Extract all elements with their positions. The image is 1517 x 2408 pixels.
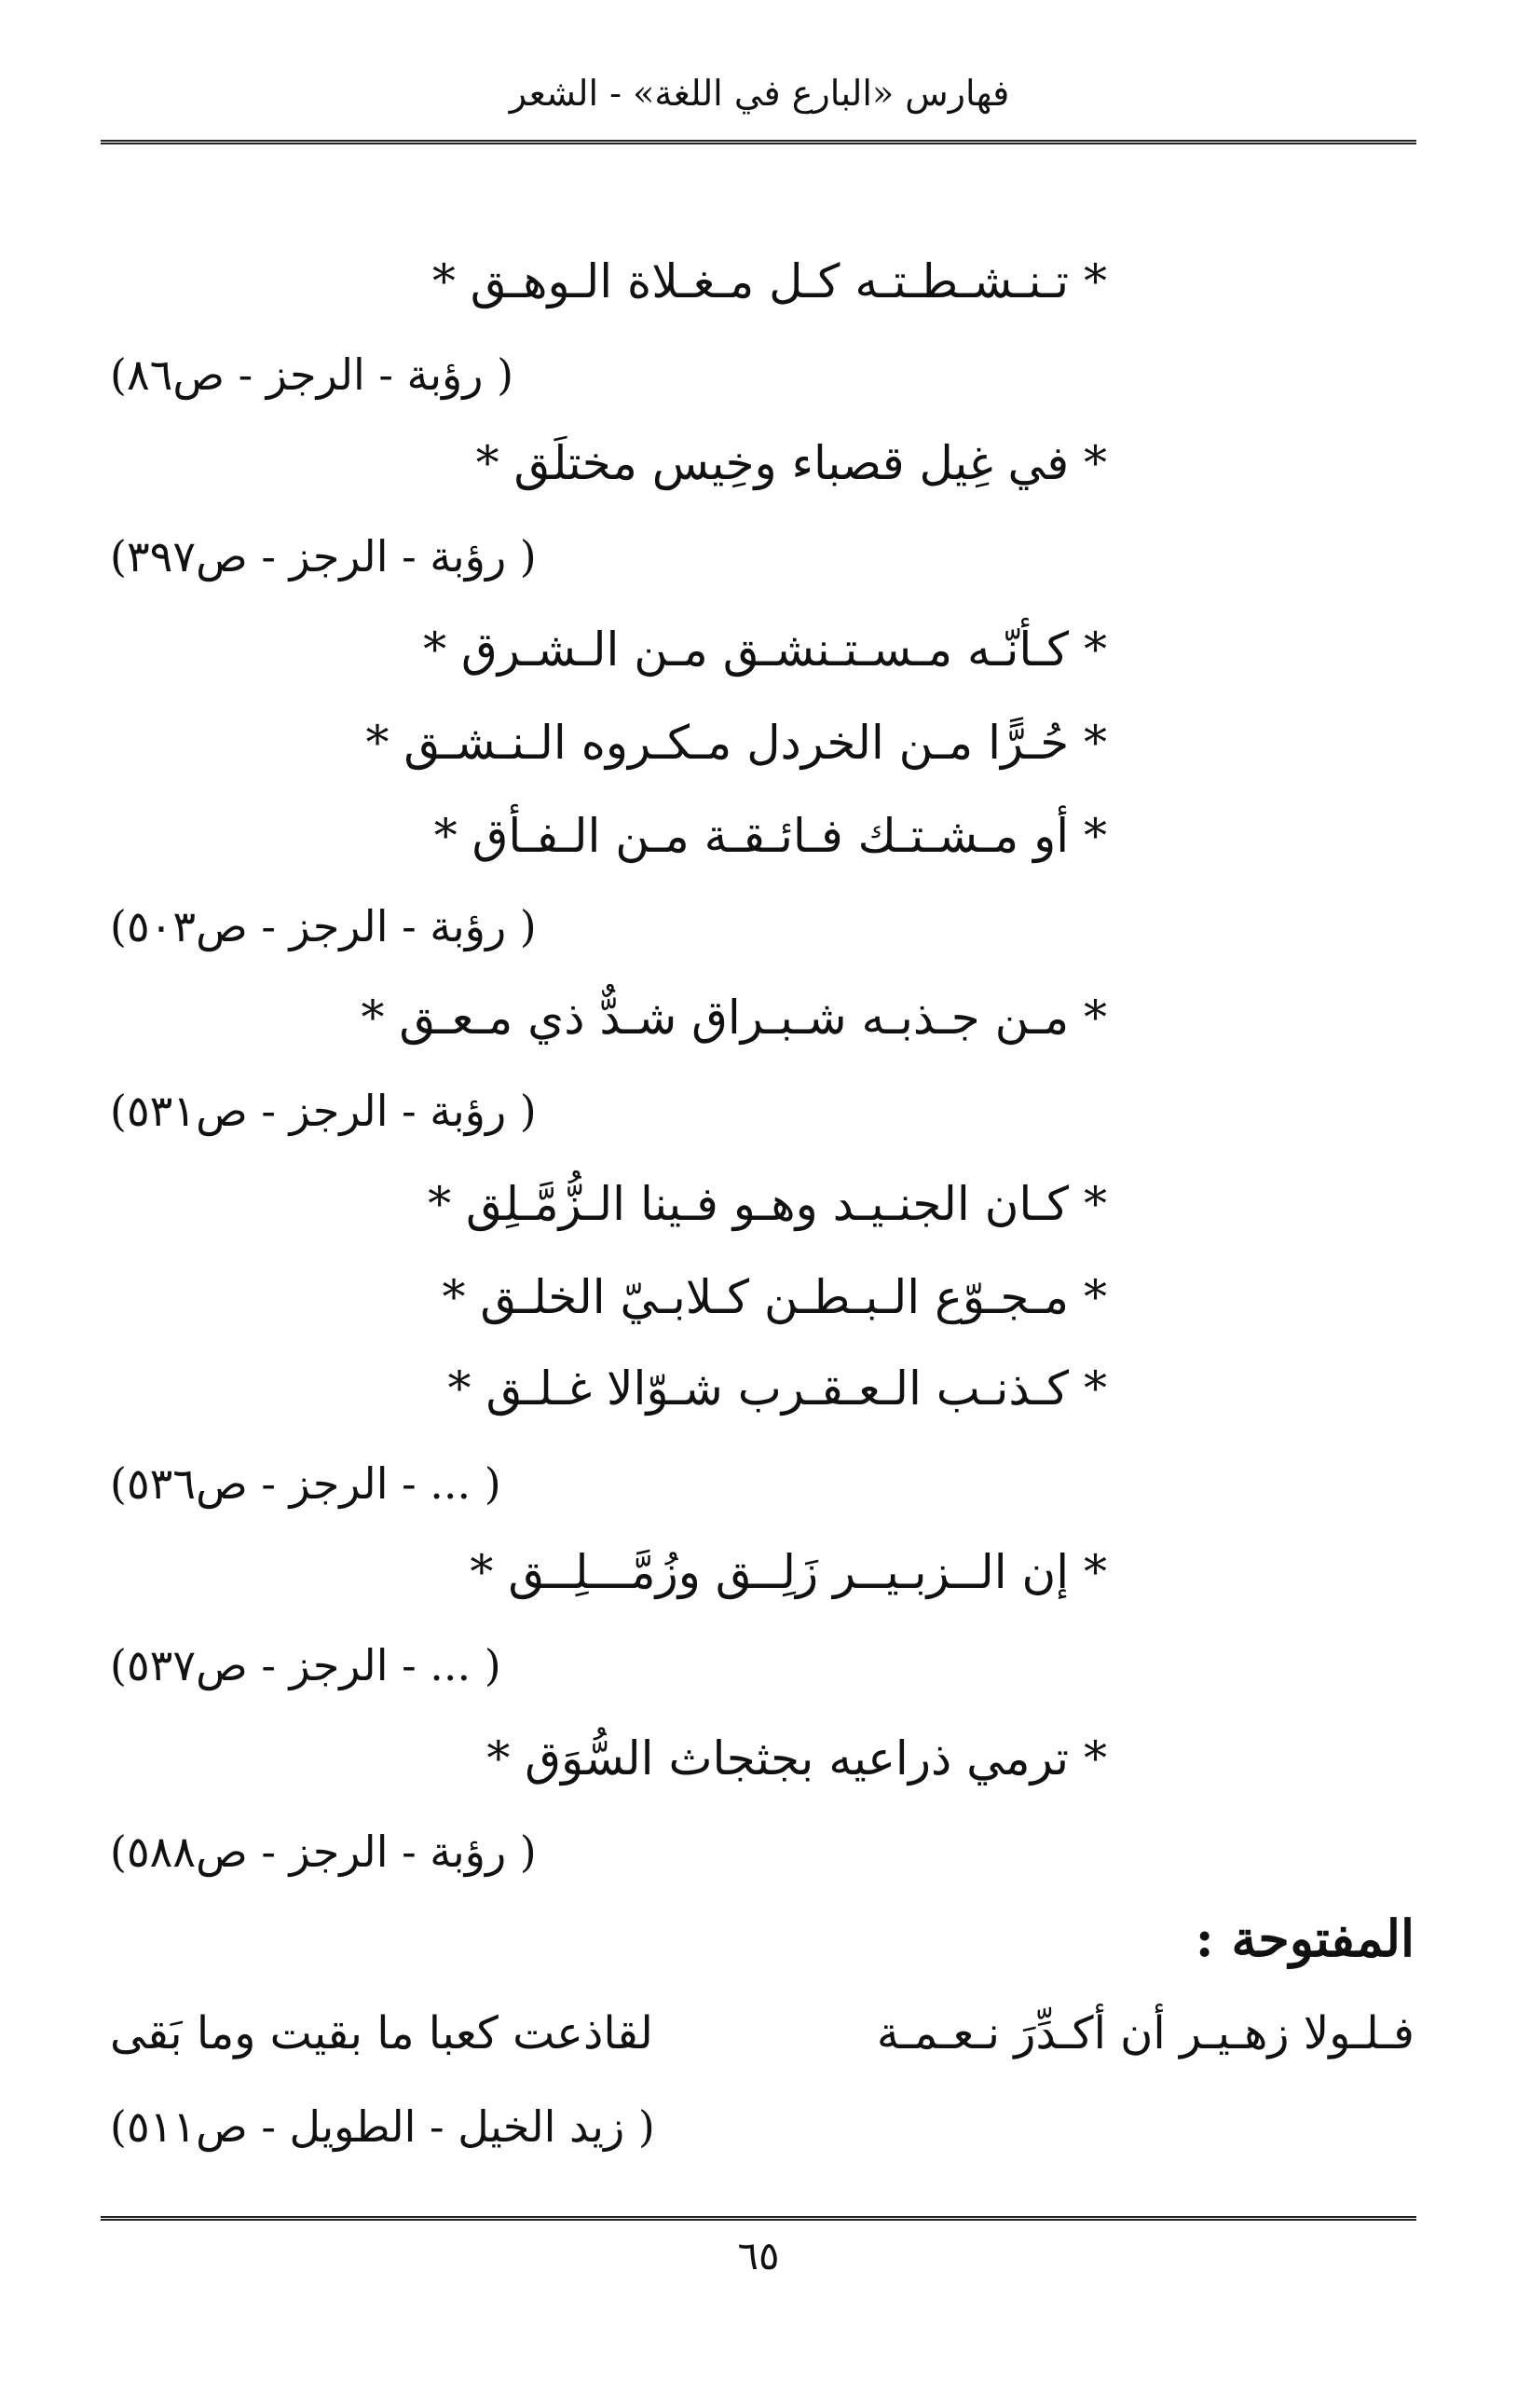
hemistich-first: فـلـولا زهـيـر أن أكـدِّرَ نـعـمـة: [876, 2007, 1414, 2059]
attribution-line: ( رؤبة - الرجز - ص٥٠٣): [110, 901, 537, 951]
hemistich-second: لقاذعت كعبا ما بقيت وما بَقى: [110, 2007, 653, 2059]
attribution-line: ( ... - الرجز - ص٥٣٦): [110, 1458, 501, 1509]
verse-line: * كـأنّـه مـسـتـنشـق مـن الـشـرق *: [423, 623, 1107, 677]
verse-line: * ترمي ذراعيه بجثجاث السُّوَق *: [486, 1731, 1107, 1785]
verse-line: * حُـرًّا مـن الخردل مـكـروه الـنـشـق *: [365, 716, 1107, 770]
verse-line: * كـان الجنـيـد وهـو فـينا الـزُّمَّـلِق *: [428, 1177, 1107, 1231]
footer-rule: [101, 2216, 1416, 2221]
verse-line: * مـجـوّع الـبـطـن كـلابـيّ الخلـق *: [442, 1270, 1107, 1324]
verse-line: * أو مـشـتـك فـائـقـة مـن الـفـأق *: [433, 809, 1107, 863]
attribution-line: ( رؤبة - الرجز - ص٥٨٨): [110, 1827, 537, 1877]
attribution-line: ( زيد الخيل - الطويل - ص٥١١): [110, 2101, 655, 2152]
attribution-line: ( رؤبة - الرجز - ص٨٦): [110, 349, 514, 400]
attribution-line: ( ... - الرجز - ص٥٣٧): [110, 1640, 501, 1690]
verse-line: * في غِيل قصباء وخِيس مختلَق *: [475, 436, 1107, 490]
section-heading: المفتوحة :: [1195, 1909, 1414, 1968]
page-number: ٦٥: [737, 2233, 780, 2278]
attribution-line: ( رؤبة - الرجز - ص٣٩٧): [110, 531, 537, 581]
verse-line: * إن الــزبـيــر زَلِــق وزُمَّـــلِــق *: [470, 1545, 1107, 1599]
verse-line: * تـنـشـطـتـه كـل مـغـلاة الـوهـق *: [431, 254, 1107, 308]
header-rule: [101, 140, 1416, 144]
verse-line: * كـذنـب الـعـقـرب شـوّالا غـلـق *: [447, 1361, 1107, 1416]
attribution-line: ( رؤبة - الرجز - ص٥٣١): [110, 1086, 537, 1136]
verse-line: * مـن جـذبـه شـبـراق شـدٌّ ذي مـعـق *: [361, 991, 1107, 1045]
page-header: فهارس «البارع في اللغة» - الشعر: [509, 73, 1010, 114]
